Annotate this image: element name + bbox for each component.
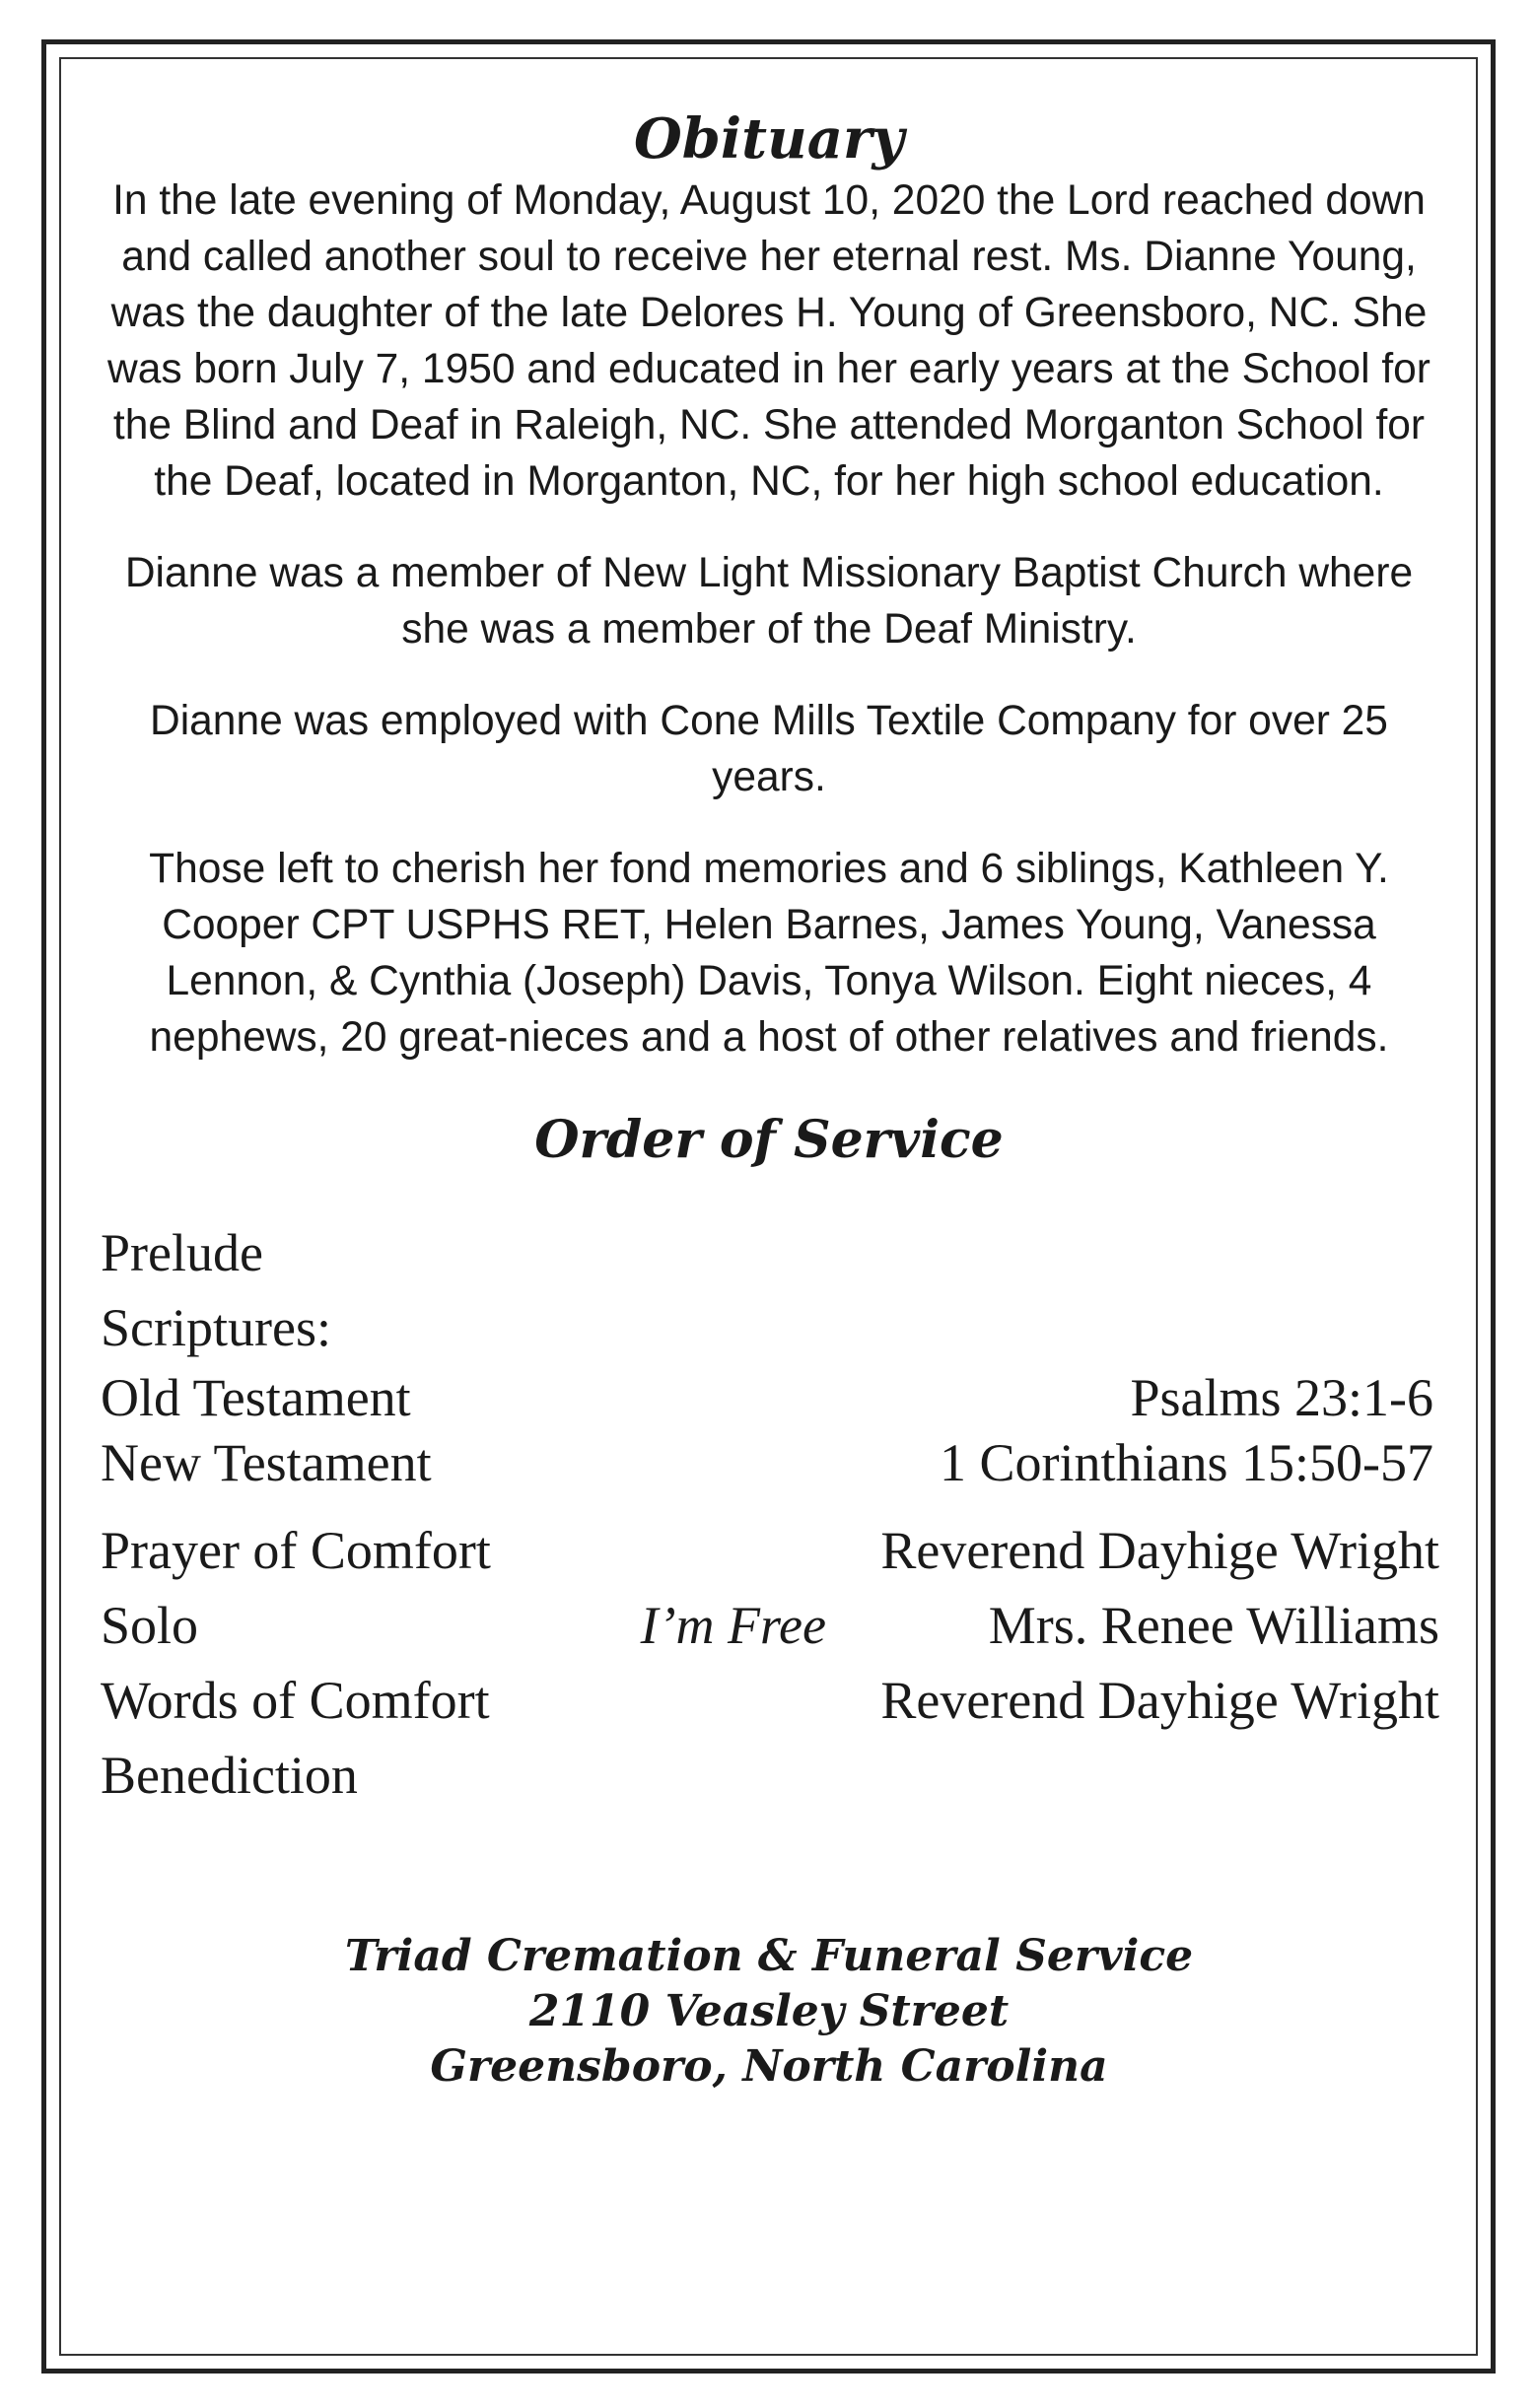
order-of-service-title: Order of Service — [534, 1110, 1004, 1170]
benediction-label: Benediction — [101, 1746, 358, 1805]
prayer-person: Reverend Dayhige Wright — [880, 1521, 1439, 1580]
prayer-label: Prayer of Comfort — [101, 1521, 491, 1580]
service-item-prayer — [99, 1513, 1439, 1588]
funeral-home-name: Triad Cremation & Funeral Service — [344, 1931, 1194, 1981]
old-testament-label: Old Testament — [101, 1368, 411, 1427]
old-testament-reference: Psalms 23:1-6 — [1130, 1368, 1433, 1427]
words-person: Reverend Dayhige Wright — [880, 1671, 1439, 1730]
solo-person: Mrs. Renee Williams — [988, 1596, 1439, 1655]
new-testament-label: New Testament — [101, 1433, 432, 1492]
obituary-paragraph-2: Dianne was a member of New Light Missionary Baptist Church where she was a member of the Deaf Ministry. — [124, 550, 1414, 653]
solo-song-title: I’m Free — [640, 1596, 826, 1655]
words-label: Words of Comfort — [101, 1671, 490, 1730]
service-item-words — [99, 1663, 1439, 1738]
obituary-paragraph-4: Those left to cherish her fond memories and 6 siblings, Kathleen Y. Cooper CPT USPHS RET, Helen Barnes, James Young, Vanessa Lennon, & Cynthia (Joseph) Davis, Tonya Wilson. Eight nieces, 4 nephews, 20 great-nieces and a host of other relatives and friends. — [149, 846, 1389, 1061]
obituary-paragraph-1: In the late evening of Monday, August 10, 2020 the Lord reached down and called another soul to receive her eternal rest. Ms. Dianne Young, was the daughter of the late Delores H. Young of Greensboro, NC. She was born July 7, 1950 and educated in her early years at the School for the Blind and Deaf in Raleigh, NC. She attended Morganton School for the Deaf, located in Morganton, NC, for her high school education. — [107, 177, 1430, 505]
prelude-label: Prelude — [101, 1223, 263, 1282]
service-item-old-testament — [99, 1365, 1439, 1430]
service-item-new-testament — [99, 1430, 1439, 1495]
spacer — [99, 1495, 1439, 1513]
service-item-prelude — [99, 1215, 1439, 1290]
new-testament-reference: 1 Corinthians 15:50-57 — [940, 1433, 1433, 1492]
funeral-home-street: 2110 Veasley Street — [528, 1986, 1010, 2036]
service-item-scriptures — [99, 1290, 1439, 1365]
solo-label: Solo — [101, 1596, 199, 1655]
obituary-paragraph-3: Dianne was employed with Cone Mills Textile Company for over 25 years. — [150, 698, 1388, 800]
funeral-home-footer — [99, 1929, 1439, 2095]
service-item-benediction — [99, 1738, 1439, 1813]
scriptures-label: Scriptures: — [101, 1298, 331, 1357]
service-item-solo — [99, 1588, 1439, 1663]
order-of-service-list — [99, 1215, 1439, 1813]
program-page — [99, 94, 1439, 2095]
funeral-home-city: Greensboro, North Carolina — [430, 2041, 1108, 2092]
obituary-title: Obituary — [633, 106, 905, 172]
